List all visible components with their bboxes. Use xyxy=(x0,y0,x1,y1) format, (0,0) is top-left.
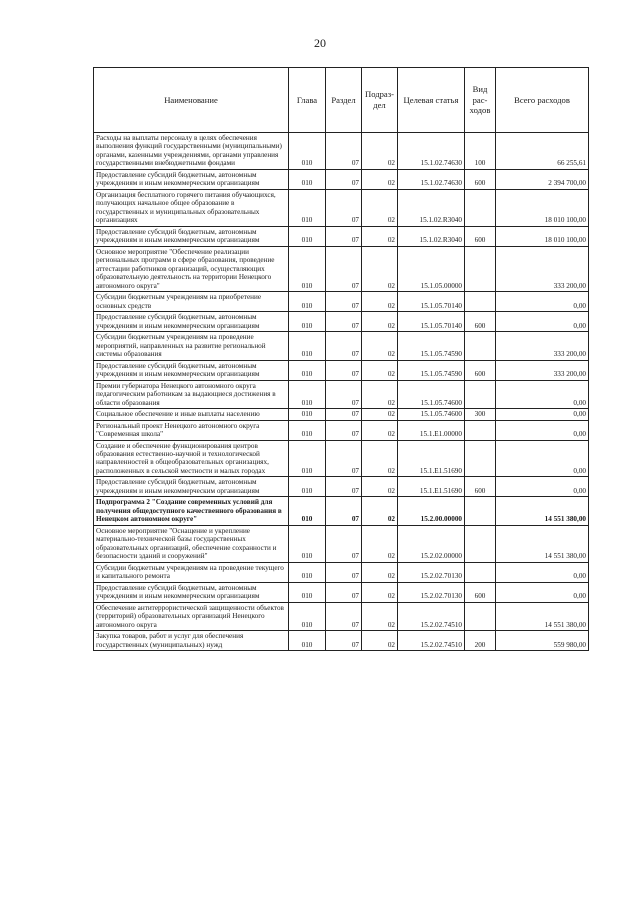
cell-section: 07 xyxy=(326,420,362,440)
table-row xyxy=(94,562,589,582)
cell-target: 15.1.E1.51690 xyxy=(398,477,465,497)
cell-chapter: 010 xyxy=(289,332,326,360)
cell-name: Региональный проект Ненецкого автономного округа "Современная школа" xyxy=(94,420,289,440)
cell-total: 0,00 xyxy=(496,562,589,582)
header-chapter: Глава xyxy=(289,68,326,133)
cell-chapter: 010 xyxy=(289,562,326,582)
cell-target: 15.1.E1.00000 xyxy=(398,420,465,440)
cell-section: 07 xyxy=(326,409,362,420)
cell-subsection: 02 xyxy=(362,497,398,525)
cell-section: 07 xyxy=(326,562,362,582)
table-row xyxy=(94,332,589,360)
cell-subsection: 02 xyxy=(362,169,398,189)
cell-section: 07 xyxy=(326,380,362,408)
cell-name: Предоставление субсидий бюджетным, автономным учреждениям и иным некоммерческим организациям xyxy=(94,582,289,602)
cell-chapter: 010 xyxy=(289,360,326,380)
cell-name: Закупка товаров, работ и услуг для обеспечения государственных (муниципальных) нужд xyxy=(94,631,289,651)
cell-type xyxy=(465,292,496,312)
cell-target: 15.1.05.00000 xyxy=(398,246,465,291)
cell-section: 07 xyxy=(326,133,362,170)
cell-subsection: 02 xyxy=(362,420,398,440)
cell-total: 0,00 xyxy=(496,477,589,497)
cell-target: 15.1.05.70140 xyxy=(398,292,465,312)
header-row xyxy=(94,68,589,133)
cell-total: 2 394 700,00 xyxy=(496,169,589,189)
table-row xyxy=(94,189,589,226)
cell-section: 07 xyxy=(326,226,362,246)
budget-table xyxy=(93,67,589,651)
cell-section: 07 xyxy=(326,292,362,312)
cell-type xyxy=(465,497,496,525)
cell-target: 15.2.02.74510 xyxy=(398,631,465,651)
cell-subsection: 02 xyxy=(362,380,398,408)
cell-subsection: 02 xyxy=(362,582,398,602)
cell-section: 07 xyxy=(326,246,362,291)
cell-name: Предоставление субсидий бюджетным, автономным учреждениям и иным некоммерческим организациям xyxy=(94,312,289,332)
table-row xyxy=(94,631,589,651)
table-row xyxy=(94,312,589,332)
cell-subsection: 02 xyxy=(362,602,398,630)
cell-target: 15.2.02.70130 xyxy=(398,582,465,602)
cell-type: 600 xyxy=(465,226,496,246)
cell-section: 07 xyxy=(326,332,362,360)
cell-section: 07 xyxy=(326,582,362,602)
cell-section: 07 xyxy=(326,189,362,226)
cell-total: 66 255,61 xyxy=(496,133,589,170)
cell-subsection: 02 xyxy=(362,562,398,582)
table-row xyxy=(94,133,589,170)
cell-type xyxy=(465,380,496,408)
table-row xyxy=(94,380,589,408)
cell-type xyxy=(465,602,496,630)
cell-target: 15.2.02.00000 xyxy=(398,525,465,562)
cell-chapter: 010 xyxy=(289,440,326,477)
cell-total: 333 200,00 xyxy=(496,246,589,291)
cell-type: 100 xyxy=(465,133,496,170)
cell-total: 18 010 100,00 xyxy=(496,226,589,246)
cell-section: 07 xyxy=(326,169,362,189)
cell-total: 0,00 xyxy=(496,582,589,602)
cell-name: Подпрограмма 2 "Создание современных условий для получения общедоступного качественного образования в Ненецком автономном округе" xyxy=(94,497,289,525)
cell-name: Создание и обеспечение функционирования центров образования естественно-научной и технологической направленностей в общеобразовательных организациях, расположенных в сельской местности и малых городах xyxy=(94,440,289,477)
table-body xyxy=(94,133,589,651)
table-row xyxy=(94,420,589,440)
cell-subsection: 02 xyxy=(362,525,398,562)
cell-name: Субсидии бюджетным учреждениям на приобретение основных средств xyxy=(94,292,289,312)
cell-subsection: 02 xyxy=(362,292,398,312)
cell-total: 0,00 xyxy=(496,440,589,477)
table-row xyxy=(94,246,589,291)
table-row xyxy=(94,477,589,497)
cell-target: 15.1.E1.51690 xyxy=(398,440,465,477)
cell-target: 15.2.02.74510 xyxy=(398,602,465,630)
cell-subsection: 02 xyxy=(362,133,398,170)
cell-type xyxy=(465,525,496,562)
header-section: Раздел xyxy=(326,68,362,133)
cell-chapter: 010 xyxy=(289,133,326,170)
table-row xyxy=(94,602,589,630)
cell-total: 0,00 xyxy=(496,420,589,440)
cell-total: 333 200,00 xyxy=(496,332,589,360)
cell-type: 600 xyxy=(465,477,496,497)
cell-chapter: 010 xyxy=(289,312,326,332)
cell-target: 15.1.05.74600 xyxy=(398,409,465,420)
cell-type xyxy=(465,189,496,226)
cell-name: Предоставление субсидий бюджетным, автономным учреждениям и иным некоммерческим организациям xyxy=(94,477,289,497)
cell-name: Предоставление субсидий бюджетным, автономным учреждениям и иным некоммерческим организациям xyxy=(94,169,289,189)
table-row xyxy=(94,360,589,380)
cell-name: Субсидии бюджетным учреждениям на проведение текущего и капитального ремонта xyxy=(94,562,289,582)
cell-total: 0,00 xyxy=(496,292,589,312)
cell-total: 14 551 380,00 xyxy=(496,525,589,562)
cell-chapter: 010 xyxy=(289,409,326,420)
header-name: Наименование xyxy=(94,68,289,133)
cell-name: Основное мероприятие "Оснащение и укрепление материально-технической базы государственных образовательных организаций, обеспечение сохранности и безопасности зданий и сооружений" xyxy=(94,525,289,562)
cell-chapter: 010 xyxy=(289,525,326,562)
cell-name: Организация бесплатного горячего питания обучающихся, получающих начальное общее образование в государственных и муниципальных образовательных организациях xyxy=(94,189,289,226)
cell-type xyxy=(465,332,496,360)
cell-name: Основное мероприятие "Обеспечение реализации региональных программ в сфере образования, проведение аттестации работников организаций, осуществляющих образовательную деятельность на территории Ненецкого автономного округа" xyxy=(94,246,289,291)
cell-target: 15.1.02.R3040 xyxy=(398,189,465,226)
header-type: Вид рас-ходов xyxy=(465,68,496,133)
cell-total: 333 200,00 xyxy=(496,360,589,380)
cell-total: 0,00 xyxy=(496,409,589,420)
cell-total: 14 551 380,00 xyxy=(496,497,589,525)
cell-type: 600 xyxy=(465,582,496,602)
cell-target: 15.1.05.74600 xyxy=(398,380,465,408)
cell-subsection: 02 xyxy=(362,631,398,651)
cell-total: 0,00 xyxy=(496,312,589,332)
cell-chapter: 010 xyxy=(289,631,326,651)
cell-total: 14 551 380,00 xyxy=(496,602,589,630)
cell-subsection: 02 xyxy=(362,246,398,291)
cell-target: 15.2.00.00000 xyxy=(398,497,465,525)
cell-chapter: 010 xyxy=(289,292,326,312)
cell-section: 07 xyxy=(326,477,362,497)
cell-target: 15.1.02.74630 xyxy=(398,133,465,170)
cell-section: 07 xyxy=(326,602,362,630)
cell-name: Субсидии бюджетным учреждениям на проведение мероприятий, направленных на развитие региональной системы образования xyxy=(94,332,289,360)
cell-section: 07 xyxy=(326,497,362,525)
header-subsection: Подраз-дел xyxy=(362,68,398,133)
header-total: Всего расходов xyxy=(496,68,589,133)
cell-chapter: 010 xyxy=(289,420,326,440)
table-row xyxy=(94,226,589,246)
cell-subsection: 02 xyxy=(362,440,398,477)
cell-section: 07 xyxy=(326,525,362,562)
cell-chapter: 010 xyxy=(289,169,326,189)
cell-section: 07 xyxy=(326,360,362,380)
header-target: Целевая статья xyxy=(398,68,465,133)
cell-type: 600 xyxy=(465,360,496,380)
cell-subsection: 02 xyxy=(362,477,398,497)
cell-type xyxy=(465,440,496,477)
cell-name: Социальное обеспечение и иные выплаты населению xyxy=(94,409,289,420)
page-number: 20 xyxy=(314,36,326,50)
cell-name: Обеспечение антитеррористической защищенности объектов (территорий) образовательных организаций Ненецкого автономного округа xyxy=(94,602,289,630)
cell-subsection: 02 xyxy=(362,312,398,332)
cell-section: 07 xyxy=(326,440,362,477)
table-row xyxy=(94,440,589,477)
cell-type xyxy=(465,420,496,440)
cell-section: 07 xyxy=(326,312,362,332)
table-row xyxy=(94,292,589,312)
cell-type: 600 xyxy=(465,169,496,189)
cell-subsection: 02 xyxy=(362,189,398,226)
cell-chapter: 010 xyxy=(289,189,326,226)
cell-total: 18 010 100,00 xyxy=(496,189,589,226)
cell-name: Предоставление субсидий бюджетным, автономным учреждениям и иным некоммерческим организациям xyxy=(94,226,289,246)
cell-chapter: 010 xyxy=(289,602,326,630)
table-row xyxy=(94,582,589,602)
cell-target: 15.1.05.74590 xyxy=(398,332,465,360)
cell-target: 15.1.02.R3040 xyxy=(398,226,465,246)
table-row xyxy=(94,497,589,525)
cell-type xyxy=(465,562,496,582)
table-row xyxy=(94,409,589,420)
cell-subsection: 02 xyxy=(362,226,398,246)
cell-target: 15.1.02.74630 xyxy=(398,169,465,189)
cell-chapter: 010 xyxy=(289,582,326,602)
cell-chapter: 010 xyxy=(289,380,326,408)
cell-target: 15.2.02.70130 xyxy=(398,562,465,582)
cell-type: 600 xyxy=(465,312,496,332)
cell-total: 559 980,00 xyxy=(496,631,589,651)
cell-target: 15.1.05.70140 xyxy=(398,312,465,332)
cell-total: 0,00 xyxy=(496,380,589,408)
cell-chapter: 010 xyxy=(289,477,326,497)
table-row xyxy=(94,169,589,189)
cell-type: 200 xyxy=(465,631,496,651)
cell-name: Предоставление субсидий бюджетным, автономным учреждениям и иным некоммерческим организациям xyxy=(94,360,289,380)
table-row xyxy=(94,525,589,562)
cell-subsection: 02 xyxy=(362,360,398,380)
cell-section: 07 xyxy=(326,631,362,651)
cell-name: Премии губернатора Ненецкого автономного округа педагогическим работникам за выдающиеся достижения в области образования xyxy=(94,380,289,408)
cell-name: Расходы на выплаты персоналу в целях обеспечения выполнения функций государственными (муниципальными) органами, казенными учреждениями, органами управления государственными внебюджетными фондами xyxy=(94,133,289,170)
cell-chapter: 010 xyxy=(289,497,326,525)
cell-type: 300 xyxy=(465,409,496,420)
cell-subsection: 02 xyxy=(362,332,398,360)
cell-target: 15.1.05.74590 xyxy=(398,360,465,380)
cell-chapter: 010 xyxy=(289,226,326,246)
cell-chapter: 010 xyxy=(289,246,326,291)
cell-subsection: 02 xyxy=(362,409,398,420)
cell-type xyxy=(465,246,496,291)
